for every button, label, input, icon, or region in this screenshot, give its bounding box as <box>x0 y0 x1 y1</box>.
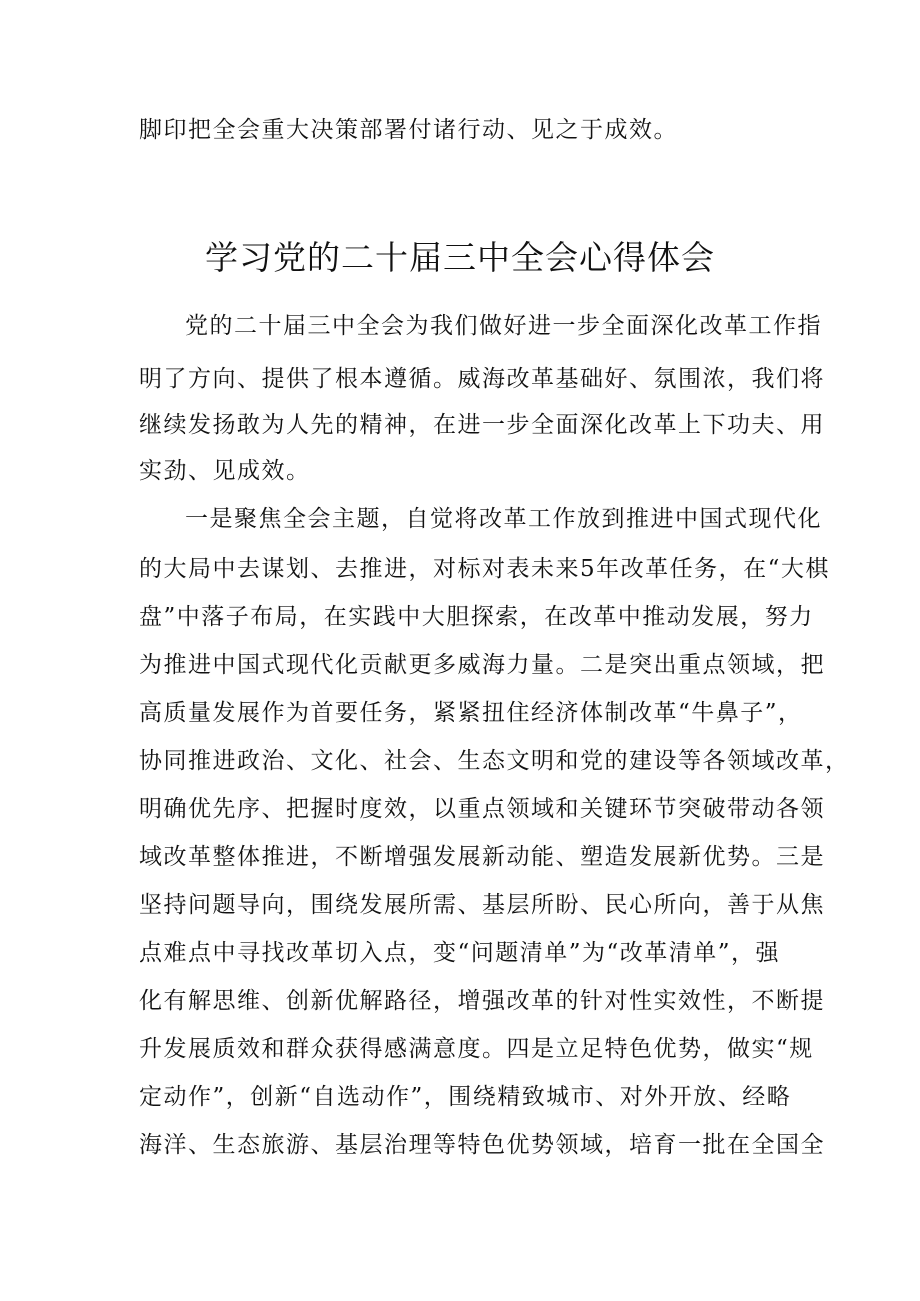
paragraph-line: 实劲、见成效。 <box>139 458 311 484</box>
paragraph-line: 升发展质效和群众获得感满意度。四是立足特色优势，做实“规 <box>139 1036 814 1062</box>
paragraph-line: 继续发扬敢为人先的精神，在进一步全面深化改革上下功夫、用 <box>139 412 825 438</box>
paragraph-line: 点难点中寻找改革切入点，变“问题清单”为“改革清单”，强 <box>139 940 781 966</box>
paragraph-line: 坚持问题导向，围绕发展所需、基层所盼、民心所向，善于从焦 <box>139 892 825 918</box>
paragraph-line: 一是聚焦全会主题，自觉将改革工作放到推进中国式现代化 <box>185 506 822 532</box>
paragraph-line: 高质量发展作为首要任务，紧紧扭住经济体制改革“牛鼻子”， <box>139 700 803 726</box>
paragraph-line: 明了方向、提供了根本遵循。威海改革基础好、氛围浓，我们将 <box>139 366 825 392</box>
paragraph-line: 海洋、生态旅游、基层治理等特色优势领域，培育一批在全国全 <box>139 1132 825 1158</box>
paragraph-line: 党的二十届三中全会为我们做好进一步全面深化改革工作指 <box>185 313 822 339</box>
paragraph-line: 明确优先序、把握时度效，以重点领域和关键环节突破带动各领 <box>139 796 825 822</box>
paragraph-line: 域改革整体推进，不断增强发展新动能、塑造发展新优势。三是 <box>139 844 825 870</box>
paragraph-line: 协同推进政治、文化、社会、生态文明和党的建设等各领域改革， <box>139 748 850 774</box>
paragraph-line: 为推进中国式现代化贡献更多威海力量。二是突出重点领域，把 <box>139 652 825 678</box>
carryover-line: 脚印把全会重大决策部署付诸行动、见之于成效。 <box>139 117 678 143</box>
paragraph-line: 定动作”，创新“自选动作”，围绕精致城市、对外开放、经略 <box>139 1084 792 1110</box>
page-title: 学习党的二十届三中全会心得体会 <box>205 238 715 278</box>
paragraph-line: 化有解思维、创新优解路径，增强改革的针对性实效性，不断提 <box>139 988 825 1014</box>
paragraph-line: 盘”中落子布局，在实践中大胆探索，在改革中推动发展，努力 <box>139 604 814 630</box>
paragraph-line: 的大局中去谋划、去推进，对标对表未来5年改革任务，在“大棋 <box>139 556 830 582</box>
